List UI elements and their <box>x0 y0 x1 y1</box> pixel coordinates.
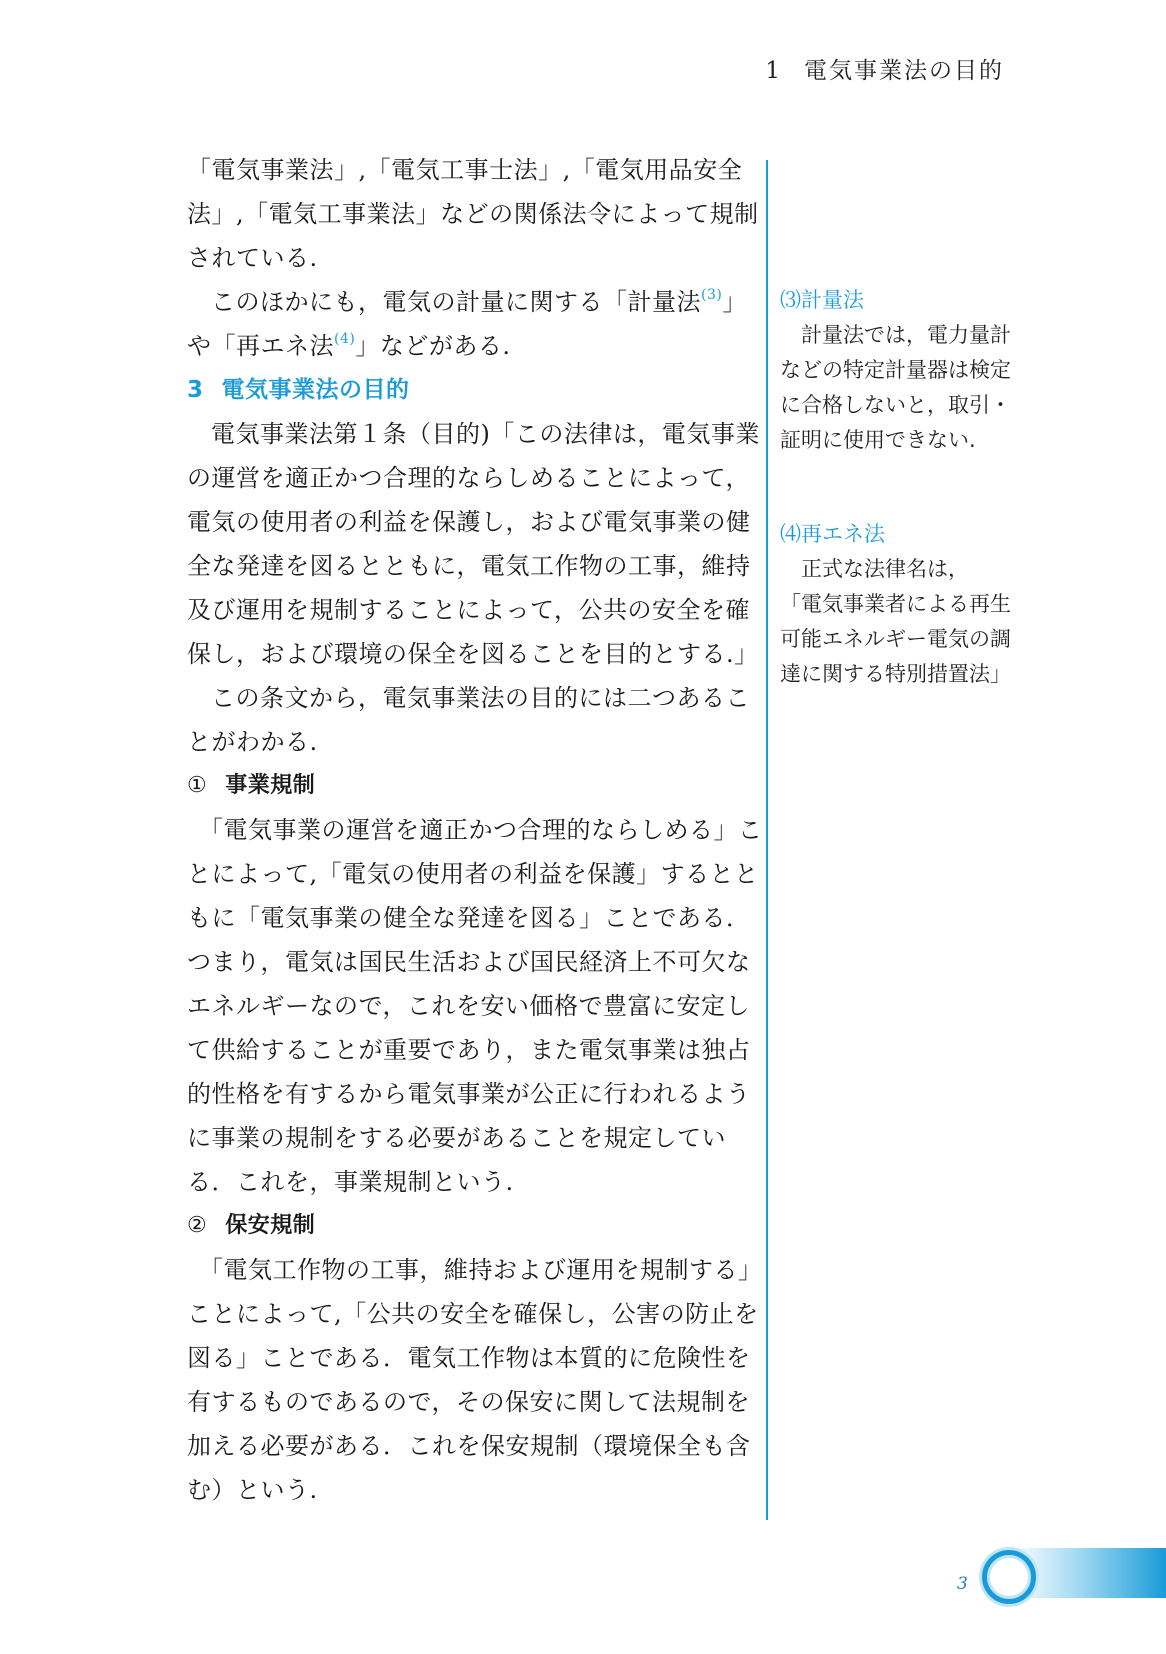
paragraph-2: このほかにも，電気の計量に関する「計量法$^{(3)}$」や「再エネ法$^{(4)}$」などがある. <box>187 287 747 360</box>
footnote-ref-3[interactable]: (3) <box>701 287 723 303</box>
paragraph-1: 「電気事業法」,「電気工事士法」,「電気用品安全法」,「電気工事業法」などの関係法令によって規制されている. <box>187 156 759 272</box>
circled-number-2: ② <box>187 1213 208 1238</box>
main-text <box>187 148 765 1512</box>
circled-number-1: ① <box>187 773 208 798</box>
paragraph-two-purposes: この条文から，電気事業法の目的には二つあることがわかる. <box>187 684 750 756</box>
margin-divider <box>766 160 768 1520</box>
page-circle-icon <box>982 1550 1036 1604</box>
section-heading <box>187 368 765 412</box>
side-note-saiene <box>780 517 1012 692</box>
side-note-heading: ⑶計量法 <box>780 288 864 312</box>
side-note-body-2: 「電気事業者による再生可能エネルギー電気の調達に関する特別措置法」 <box>780 592 1011 686</box>
page-number: 3 <box>957 1574 968 1594</box>
paragraph-business-regulation: 「電気事業の運営を適正かつ合理的ならしめる」ことによって,「電気の使用者の利益を保護」するとともに「電気事業の健全な発達を図る」ことである．つまり，電気は国民生活および国民経済上不可欠なエネルギーなので，これを安い価格で豊富に安定して供給することが重要であり，また電気事業は独占的性格を有するから電気事業が公正に行われるように事業の規制をする必要があることを規定している．これを，事業規制という. <box>187 816 763 1196</box>
side-note-heading: ⑷再エネ法 <box>780 522 885 546</box>
paragraph-article-1: 電気事業法第１条（目的)「この法律は，電気事業の運営を適正かつ合理的ならしめることによって，電気の使用者の利益を保護し，および電気事業の健全な発達を図るとともに，電気工作物の工事，維持及び運用を規制することによって，公共の安全を確保し，および環境の保全を図ることを目的とする.」 <box>187 420 760 668</box>
paragraph-safety-regulation: 「電気工作物の工事，維持および運用を規制する」ことによって,「公共の安全を確保し，公害の防止を図る」ことである．電気工作物は本質的に危険性を有するものであるので，その保安に関して法規制を加える必要がある．これを保安規制（環境保全も含む）という. <box>187 1256 763 1504</box>
running-head <box>765 52 1004 85</box>
chapter-number: 1 <box>765 58 782 84</box>
subheading-business-regulation: ① 事業規制 <box>187 773 316 798</box>
section-number: 3 <box>187 377 204 403</box>
side-note-keiryo <box>780 283 1012 458</box>
footnote-ref-4[interactable]: (4) <box>334 331 356 347</box>
subheading-safety-regulation: ② 保安規制 <box>187 1213 316 1238</box>
side-note-body: 計量法では，電力量計などの特定計量器は検定に合格しないと，取引・証明に使用できない. <box>780 323 1011 452</box>
chapter-title: 電気事業法の目的 <box>804 58 1004 84</box>
section-title: 電気事業法の目的 <box>221 377 410 403</box>
side-note-body-1: 正式な法律名は， <box>801 557 969 581</box>
